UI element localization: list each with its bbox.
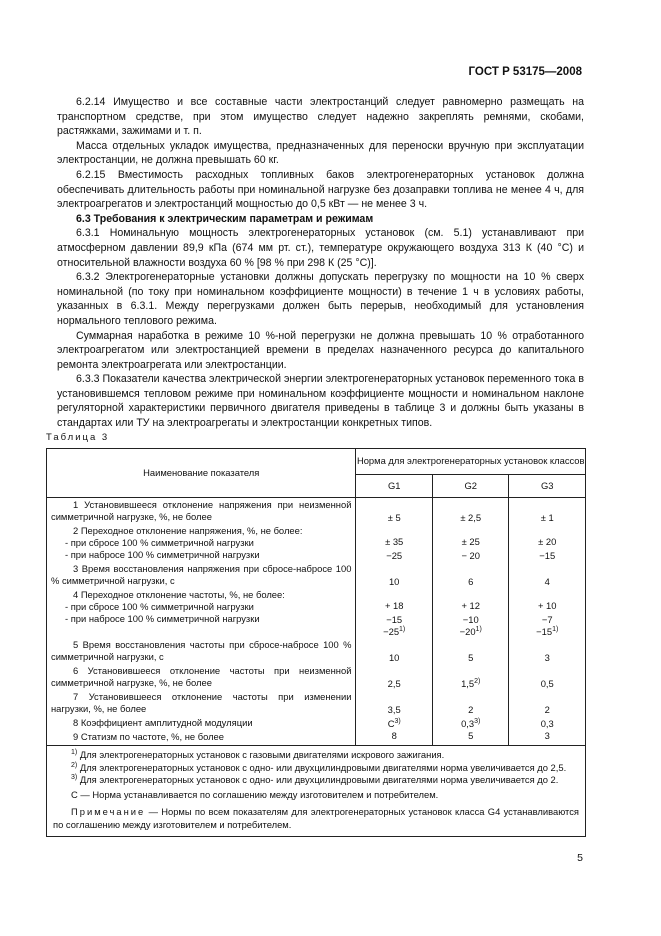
indicator-value bbox=[356, 678, 432, 690]
paragraph: 6.3.1 Номинальную мощность электрогенераторных установок (см. 5.1) устанавливают при атмосферном давлении 89,9 кПа (674 мм рт. ст.), температуре окружающего воздуха 313 К (40 °С) и относительной влажности воздуха 60 % [98 % при 298 К (25 °С)]. bbox=[57, 227, 584, 269]
indicator-value-cell bbox=[356, 562, 432, 588]
indicator-value-cell bbox=[509, 600, 585, 612]
value-text: −15 bbox=[386, 614, 403, 625]
value-text: −15 bbox=[539, 550, 556, 561]
indicator-value bbox=[433, 730, 509, 742]
paragraph: Суммарная наработка в режиме 10 %-ной перегрузки не должна превышать 10 % отработанного электроагрегатом или электростанцией времени в пределах назначенного ресурса до капитального ремонта электроагрегата или электростанции. bbox=[57, 329, 584, 371]
table-caption: Таблица 3 bbox=[46, 432, 110, 443]
indicator-value-cell bbox=[356, 638, 432, 664]
indicator-name: 5 Время восстановления частоты при сбросе-набросе 100 % симметричной нагрузки, с bbox=[51, 639, 352, 662]
indicator-value bbox=[509, 678, 585, 690]
indicator-value-cell bbox=[509, 536, 585, 548]
value-text: −15 bbox=[536, 626, 553, 637]
value-text: + 12 bbox=[461, 600, 480, 611]
indicator-name: 2 Переходное отклонение напряжения, %, не более: bbox=[73, 525, 303, 536]
indicator-value bbox=[509, 718, 585, 730]
indicator-value bbox=[356, 512, 432, 524]
c-note: С — Норма устанавливается по соглашению между изготовителем и потребителем. bbox=[71, 788, 439, 800]
column-header-name: Наименование показателя bbox=[47, 449, 356, 498]
paragraph: Масса отдельных укладок имущества, предназначенных для переноски вручную при эксплуатации электростанции, не должна превышать 60 кг. bbox=[57, 139, 584, 167]
indicator-value bbox=[433, 704, 509, 716]
document-header: ГОСТ Р 53175—2008 bbox=[468, 66, 582, 78]
value-text: С bbox=[387, 718, 395, 729]
indicator-name: 7 Установившееся отклонение частоты при изменении нагрузки, %, не более bbox=[51, 691, 352, 714]
indicator-value-cell bbox=[433, 690, 509, 716]
indicator-name: 1 Установившееся отклонение напряжения при неизменной симметричной нагрузке, %, не более bbox=[51, 499, 352, 522]
value-text: ± 25 bbox=[461, 536, 480, 547]
paragraph: 6.3.3 Показатели качества электрической энергии электрогенераторных установок переменного тока в установившемся тепловом режиме при номинальном коэффициенте мощности и номинальном наклоне регуляторной характеристики первичного двигателя приведены в таблице 3 и должны быть указаны в стандартах или ТУ на электроагрегаты и электростанции конкретных типов. bbox=[57, 373, 584, 430]
value-text: 2,5 bbox=[387, 678, 401, 689]
value-text: ± 2,5 bbox=[460, 512, 482, 523]
page-number: 5 bbox=[577, 852, 583, 864]
value-text: 2 bbox=[544, 704, 550, 715]
indicator-value-cell bbox=[433, 588, 509, 600]
value-text: 5 bbox=[468, 730, 474, 741]
indicator-name: - при набросе 100 % симметричной нагрузки bbox=[65, 613, 260, 624]
footnote-text: Для электрогенераторных установок с газовыми двигателями искрового зажигания. bbox=[79, 749, 445, 760]
footnote-ref: 3) bbox=[474, 718, 481, 725]
g3-values bbox=[509, 498, 586, 746]
value-text: 6 bbox=[468, 576, 474, 587]
footnotes-cell bbox=[47, 746, 586, 837]
footnote-ref: 1) bbox=[399, 626, 406, 633]
value-text: −10 bbox=[462, 614, 479, 625]
indicator-value bbox=[433, 550, 509, 562]
indicator-name: 6 Установившееся отклонение частоты при неизменной симметричной нагрузке, %, не более bbox=[51, 665, 352, 688]
indicator-value bbox=[509, 614, 585, 626]
indicator-value-cell bbox=[433, 548, 509, 562]
value-text: 10 bbox=[388, 576, 400, 587]
footnote bbox=[53, 749, 579, 762]
indicator-value-cell bbox=[356, 498, 432, 524]
indicator-value bbox=[356, 704, 432, 716]
indicator-value-cell bbox=[509, 690, 585, 716]
indicator-value-cell bbox=[433, 716, 509, 730]
indicator-value-cell bbox=[356, 588, 432, 600]
indicator-value bbox=[509, 730, 585, 742]
indicator-value bbox=[433, 678, 509, 690]
table-body bbox=[47, 498, 586, 746]
indicator-value-cell bbox=[433, 638, 509, 664]
indicator-value-cell bbox=[509, 548, 585, 562]
footnote-ref: 3) bbox=[394, 718, 401, 725]
indicator-value-cell bbox=[509, 612, 585, 638]
section-title: 6.3 Требования к электрическим параметрам и режимам bbox=[76, 212, 374, 225]
indicator-value-cell bbox=[509, 524, 585, 536]
table-3 bbox=[46, 448, 586, 837]
value-text: + 18 bbox=[384, 600, 404, 611]
indicator-value-cell bbox=[433, 498, 509, 524]
footnote-mark: 3) bbox=[71, 774, 78, 782]
indicator-value-cell bbox=[433, 562, 509, 588]
indicator-value bbox=[509, 704, 585, 716]
indicator-value-alt bbox=[433, 626, 509, 638]
value-text: 8 bbox=[391, 730, 397, 741]
indicator-value-cell bbox=[356, 730, 432, 742]
indicator-value-alt bbox=[509, 626, 585, 638]
indicator-value bbox=[356, 652, 432, 664]
value-text: ± 20 bbox=[538, 536, 557, 547]
class-header: G2 bbox=[432, 474, 509, 497]
indicator-value-cell bbox=[433, 664, 509, 690]
indicator-value-cell bbox=[509, 716, 585, 730]
g1-values bbox=[356, 498, 433, 746]
value-text: 0,5 bbox=[540, 678, 554, 689]
value-text: ± 5 bbox=[387, 512, 401, 523]
indicator-name: 3 Время восстановления напряжения при сбросе-набросе 100 % симметричной нагрузки, с bbox=[51, 563, 352, 586]
indicator-name: 8 Коэффициент амплитудной модуляции bbox=[73, 717, 253, 728]
value-text: 1,5 bbox=[461, 678, 475, 689]
indicator-value-cell bbox=[356, 548, 432, 562]
value-text: 4 bbox=[544, 576, 550, 587]
indicator-value bbox=[509, 652, 585, 664]
value-text: −25 bbox=[386, 550, 403, 561]
value-text: 3 bbox=[544, 730, 550, 741]
indicator-value-cell bbox=[433, 600, 509, 612]
footnote-ref: 1) bbox=[475, 626, 482, 633]
indicator-name: 9 Статизм по частоте, %, не более bbox=[73, 731, 224, 742]
value-text: 0,3 bbox=[461, 718, 475, 729]
indicator-value bbox=[433, 718, 509, 730]
indicator-value-cell bbox=[509, 638, 585, 664]
indicator-name: - при набросе 100 % симметричной нагрузки bbox=[65, 549, 260, 560]
indicator-value-cell bbox=[356, 664, 432, 690]
indicator-value-cell bbox=[356, 612, 432, 638]
column-header-group: Норма для электрогенераторных установок классов bbox=[356, 449, 586, 475]
indicator-value-cell bbox=[433, 524, 509, 536]
indicator-value bbox=[356, 614, 432, 626]
value-text: 10 bbox=[388, 652, 400, 663]
indicator-names bbox=[47, 498, 356, 746]
value-text: + 10 bbox=[537, 600, 557, 611]
indicator-value bbox=[509, 600, 585, 612]
value-text: ± 1 bbox=[540, 512, 554, 523]
indicator-name: - при сбросе 100 % симметричной нагрузки bbox=[65, 537, 254, 548]
indicator-value bbox=[356, 600, 432, 612]
indicator-value-cell bbox=[356, 690, 432, 716]
footnote-mark: 2) bbox=[71, 761, 78, 769]
footnote-ref: 1) bbox=[552, 626, 559, 633]
indicator-value bbox=[509, 550, 585, 562]
indicator-value-cell bbox=[509, 730, 585, 742]
indicator-value bbox=[433, 536, 509, 548]
indicator-value bbox=[356, 730, 432, 742]
indicator-value bbox=[356, 718, 432, 730]
footnote bbox=[53, 762, 579, 775]
value-text: 5 bbox=[468, 652, 474, 663]
indicator-value bbox=[433, 614, 509, 626]
paragraph: 6.2.14 Имущество и все составные части электростанций следует равномерно размещать на транспортном средстве, при этом имущество следует надежно закреплять ремнями, скобами, растяжками, зажимами и т. п. bbox=[57, 96, 584, 138]
indicator-value bbox=[356, 536, 432, 548]
value-text: − 20 bbox=[461, 550, 480, 561]
indicator-value-cell bbox=[356, 600, 432, 612]
indicator-value bbox=[356, 576, 432, 588]
indicator-value-cell bbox=[433, 536, 509, 548]
indicator-value-cell bbox=[433, 612, 509, 638]
indicator-value-cell bbox=[356, 524, 432, 536]
value-text: 0,3 bbox=[540, 718, 554, 729]
indicator-value bbox=[509, 576, 585, 588]
class-header: G1 bbox=[356, 474, 433, 497]
g2-values bbox=[432, 498, 509, 746]
paragraph: 6.2.15 Вместимость расходных топливных баков электрогенераторных установок должна обеспечивать длительность работы при номинальной нагрузке без дозаправки топлива не менее 4 ч, для электроагрегатов и электростанций мощностью до 0,5 кВт — не менее 3 ч. bbox=[57, 168, 584, 211]
footnote-mark: 1) bbox=[71, 749, 78, 756]
value-text: 3 bbox=[544, 652, 550, 663]
table-notes bbox=[47, 746, 586, 837]
note-text: — Нормы по всем показателям для электрогенераторных установок класса G4 устанавливаются по соглашению между изготовителем и потребителем. bbox=[53, 806, 579, 830]
indicator-value-cell bbox=[509, 588, 585, 600]
indicator-value-cell bbox=[433, 730, 509, 742]
indicator-value-cell bbox=[509, 498, 585, 524]
footnote-text: Для электрогенераторных установок с одно- или двухцилиндровыми двигателями норма увеличивается до 2,5. bbox=[79, 761, 567, 773]
value-text: −25 bbox=[383, 626, 400, 637]
indicator-value bbox=[356, 550, 432, 562]
value-text: −20 bbox=[459, 626, 476, 637]
indicator-value-cell bbox=[356, 716, 432, 730]
class-header: G3 bbox=[509, 474, 586, 497]
table-note bbox=[53, 806, 579, 831]
indicator-value bbox=[433, 576, 509, 588]
footnote bbox=[53, 774, 579, 787]
indicator-value bbox=[509, 512, 585, 524]
table-header-row bbox=[47, 449, 586, 475]
paragraph: 6.3.2 Электрогенераторные установки должны допускать перегрузку по мощности на 10 % сверх номинальной (по току при номинальном коэффициенте мощности) в течение 1 ч в условиях работы, указанных в 6.3.1. Между перегрузками должен быть перерыв, необходимый для установления нормального теплового режима. bbox=[57, 271, 584, 327]
indicator-value-cell bbox=[509, 562, 585, 588]
indicator-value bbox=[509, 536, 585, 548]
indicator-value bbox=[433, 600, 509, 612]
indicator-name: 4 Переходное отклонение частоты, %, не более: bbox=[73, 589, 285, 600]
indicator-value-cell bbox=[509, 664, 585, 690]
value-text: −7 bbox=[541, 614, 553, 625]
indicator-value bbox=[433, 652, 509, 664]
footnote-ref: 2) bbox=[474, 678, 481, 685]
indicator-value bbox=[433, 512, 509, 524]
value-text: 3,5 bbox=[387, 704, 401, 715]
note-label: Примечание bbox=[71, 806, 146, 818]
indicator-name: - при сбросе 100 % симметричной нагрузки bbox=[65, 601, 254, 612]
indicator-value-cell bbox=[356, 536, 432, 548]
indicator-value-alt bbox=[356, 626, 432, 638]
value-text: ± 35 bbox=[385, 536, 404, 547]
footnote-text: Для электрогенераторных установок с одно- или двухцилиндровыми двигателями норма увеличивается до 2. bbox=[79, 774, 559, 786]
value-text: 2 bbox=[468, 704, 474, 715]
body-text bbox=[57, 95, 584, 431]
